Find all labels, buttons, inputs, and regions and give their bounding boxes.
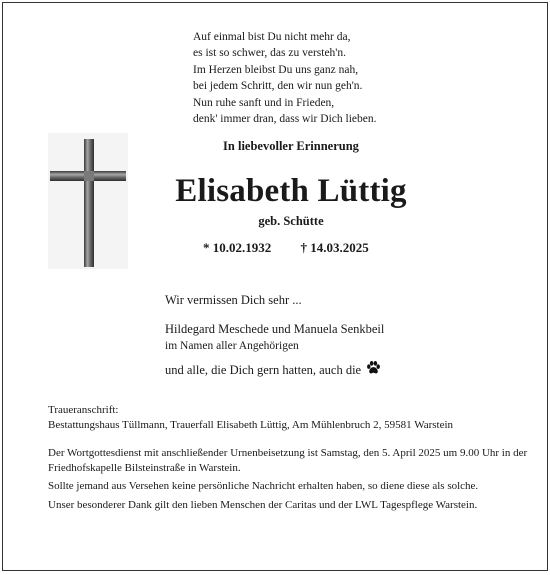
mourner-names: Hildegard Meschede und Manuela Senkbeil bbox=[165, 322, 385, 336]
birth-name: geb. Schütte bbox=[258, 214, 324, 228]
all-line-text: und alle, die Dich gern hatten, auch die bbox=[165, 362, 362, 377]
poem bbox=[193, 29, 376, 127]
poem-line: Auf einmal bist Du nicht mehr da, bbox=[193, 31, 351, 43]
death-date: † 14.03.2025 bbox=[300, 240, 369, 255]
all-line bbox=[165, 360, 384, 380]
address-label: Traueranschrift: bbox=[48, 404, 119, 416]
poem-line: Im Herzen bleibst Du uns ganz nah, bbox=[193, 63, 359, 76]
thanks-info: Unser besonderer Dank gilt den lieben Menschen der Caritas und der LWL Tagespflege Warstein. bbox=[48, 498, 478, 511]
info-block bbox=[48, 403, 528, 512]
life-dates bbox=[203, 240, 369, 256]
poem-line: bei jedem Schritt, den wir nun geh'n. bbox=[193, 80, 363, 93]
notice-info: Sollte jemand aus Versehen keine persönliche Nachricht erhalten haben, so diene diese als solche. bbox=[48, 480, 479, 492]
paw-icon bbox=[366, 360, 381, 380]
poem-line: denk' immer dran, dass wir Dich lieben. bbox=[193, 113, 377, 126]
poem-line: es ist so schwer, das zu versteh'n. bbox=[193, 47, 346, 60]
memory-heading: In liebevoller Erinnerung bbox=[223, 139, 359, 153]
birth-date: * 10.02.1932 bbox=[203, 240, 272, 255]
mourners bbox=[165, 292, 384, 380]
poem-line: Nun ruhe sanft und in Frieden, bbox=[193, 96, 335, 109]
miss-line: Wir vermissen Dich sehr ... bbox=[165, 293, 302, 307]
service-info: Der Wortgottesdienst mit anschließender Urnenbeisetzung ist Samstag, den 5. April 2025 um 9.00 Uhr in der Friedhofskapelle Bilsteinstraße in Warstein. bbox=[48, 447, 528, 474]
relatives-line: im Namen aller Angehörigen bbox=[165, 340, 299, 352]
obituary-notice bbox=[2, 2, 548, 571]
deceased-name: Elisabeth Lüttig bbox=[175, 173, 407, 209]
address: Bestattungshaus Tüllmann, Trauerfall Elisabeth Lüttig, Am Mühlenbruch 2, 59581 Warstein bbox=[48, 418, 454, 431]
